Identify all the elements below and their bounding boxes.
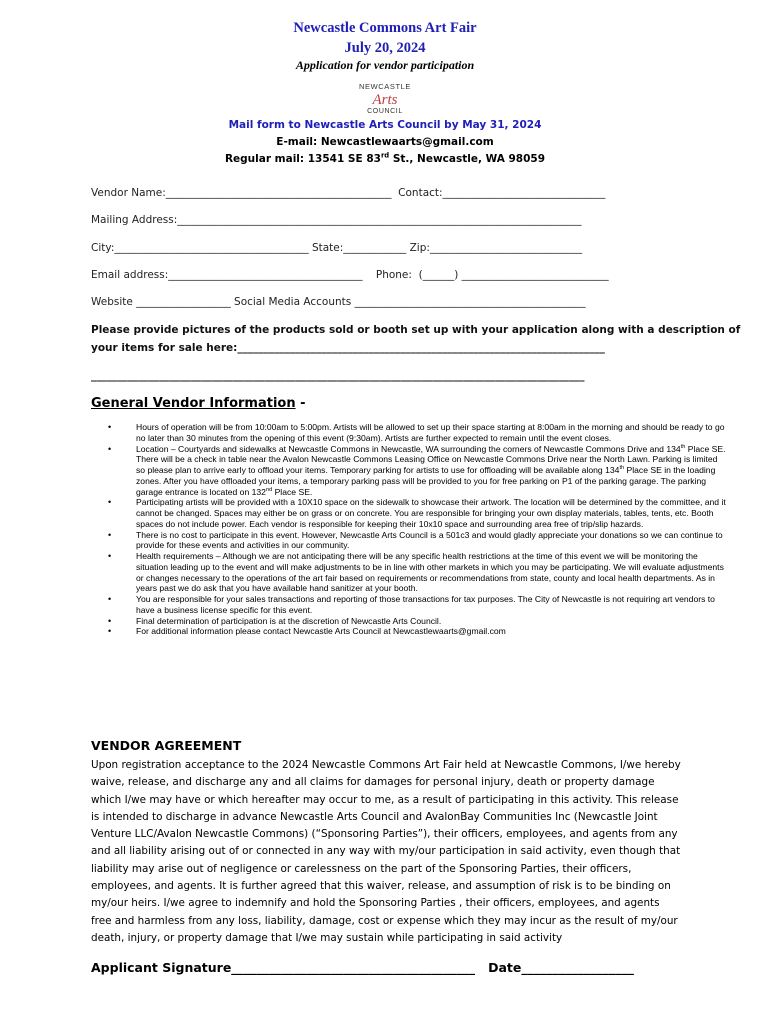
mail-deadline: Mail form to Newcastle Arts Council by May 31, 2024 [228, 119, 542, 131]
email-phone-field[interactable]: Email address:_____________________________________ Phone: (______) ____________________________ [91, 269, 609, 281]
general-info-heading-suffix: - [295, 396, 306, 411]
event-date: July 20, 2024 [344, 40, 426, 56]
svg-text:NEWCASTLE: NEWCASTLE [358, 82, 412, 91]
info-hours: • Hours of operation will be from 10:00am to 5:00pm. Artists will be allowed to set up their space starting at 8:00am in the morning and should be ready to go no later than 30 minutes from the opening of this event (9:30am). Artists are further expected to remain until the event closes. [136, 422, 726, 444]
mailing-address: Regular mail: 13541 SE 83rd St., Newcastle, WA 98059 [224, 151, 546, 165]
event-name: Newcastle Commons Art Fair [293, 20, 477, 36]
mailing-address-field[interactable]: Mailing Address:_____________________________________________________________________________ [91, 214, 582, 226]
svg-text:COUNCIL: COUNCIL [367, 108, 403, 115]
info-space: • Participating artists will be provided with a 10X10 space on the sidewalk to showcase their artwork. The location will be determined by the committee, and it cannot be changed. Spaces may either be on grass or on concrete. You are responsible for bringing your own display materials, tables, tents, etc. Booth spaces do not include power. Each vendor is responsible for keeping their 10x10 space and surrounding area free of trip/slip hazards. [136, 497, 726, 529]
info-health: • Health requirements – Although we are not anticipating there will be any specific health restrictions at the time of this event we will be monitoring the situation leading up to the event and will make adjustments to be in line with other markets in which you may be participating. We will evaluate adjustments or changes necessary to the operations of the art fair based on requirements or recommendations from state, county and local health departments. As in years past we do ask that you have available hand sanitizer at your booth. [136, 551, 726, 594]
website-social-field[interactable]: Website __________________ Social Media Accounts ____________________________________________ [91, 296, 586, 308]
items-description-field[interactable]: your items for sale here:______________________________________________________________________ [91, 342, 605, 354]
contact-email: E-mail: Newcastlewaarts@gmail.com [276, 136, 494, 148]
event-title [0, 18, 770, 58]
vendor-name-field[interactable]: Vendor Name:___________________________________________ Contact:_______________________________ [91, 187, 606, 199]
info-contact: • For additional information please contact Newcastle Arts Council at Newcastlewaarts@gmail.com [136, 626, 726, 637]
info-determination: • Final determination of participation is at the discretion of Newcastle Arts Council. [136, 616, 726, 627]
general-info-heading [91, 396, 306, 411]
general-info-list [91, 422, 726, 637]
svg-text:Arts: Arts [372, 92, 398, 108]
vendor-agreement-heading: VENDOR AGREEMENT [91, 738, 242, 753]
info-location: • Location – Courtyards and sidewalks at Newcastle Commons in Newcastle, WA surrounding the corners of Newcastle Commons Drive and 134th Place SE. There will be a check in table near the Avalon Newcastle Commons Leasing Office on Newcastle Commons Drive near the North Lawn. Parking is limited so please plan to arrive early to offload your items. Temporary parking for artists to use for offloading will be available along 134th Place SE in the loading zones. After you have offloaded your items, a temporary parking pass will be provided to you for free parking on P1 of the parking garage. The parking garage entrance is located on 132nd Place SE. [136, 444, 726, 498]
general-info-heading-text: General Vendor Information [91, 396, 296, 411]
application-subtitle: Application for vendor participation [295, 58, 475, 72]
items-description-line[interactable]: ______________________________________________________________________________________________ [91, 370, 585, 382]
info-cost: • There is no cost to participate in this event. However, Newcastle Arts Council is a 501c3 and would gladly appreciate your donations so we can continue to provide for these events and activities in our community. [136, 530, 726, 552]
newcastle-arts-council-logo [345, 80, 425, 116]
info-tax: • You are responsible for your sales transactions and reporting of those transactions for tax purposes. The City of Newcastle is not requiring art vendors to have a business license specific for this event. [136, 594, 726, 616]
vendor-agreement-text: Upon registration acceptance to the 2024 Newcastle Commons Art Fair held at Newcastle Commons, I/we hereby waive, release, and discharge any and all claims for damages for personal injury, death or property damage which I/we may have or which hereafter may occur to me, as a result of participating in this activity. This release is intended to discharge in advance Newcastle Arts Council and AvalonBay Communities Inc (Newcastle Joint Venture LLC/Avalon Newcastle Commons) (“Sponsoring Parties”), their officers, employees, and agents from any and all liability arising out of or connected in any way with my/our participation in said activity, even though that liability may arise out of negligence or carelessness on the part of the Sponsoring Parties, their officers, employees, and agents. It is further agreed that this waiver, release, and assumption of risk is to be binding on my/our heirs. I/we agree to indemnify and hold the Sponsoring Parties , their officers, employees, and agents free and harmless from any loss, liability, damage, cost or expense which they may incur as the result of my/our death, injury, or property damage that I/we may sustain while participating in said activity [91, 759, 681, 944]
applicant-signature-field[interactable]: Applicant Signature_______________________________________ Date__________________ [91, 960, 634, 975]
city-state-zip-field[interactable]: City:_____________________________________ State:____________ Zip:_____________________________ [91, 242, 583, 254]
pictures-instruction: Please provide pictures of the products sold or booth set up with your application along with a description of [91, 324, 741, 336]
